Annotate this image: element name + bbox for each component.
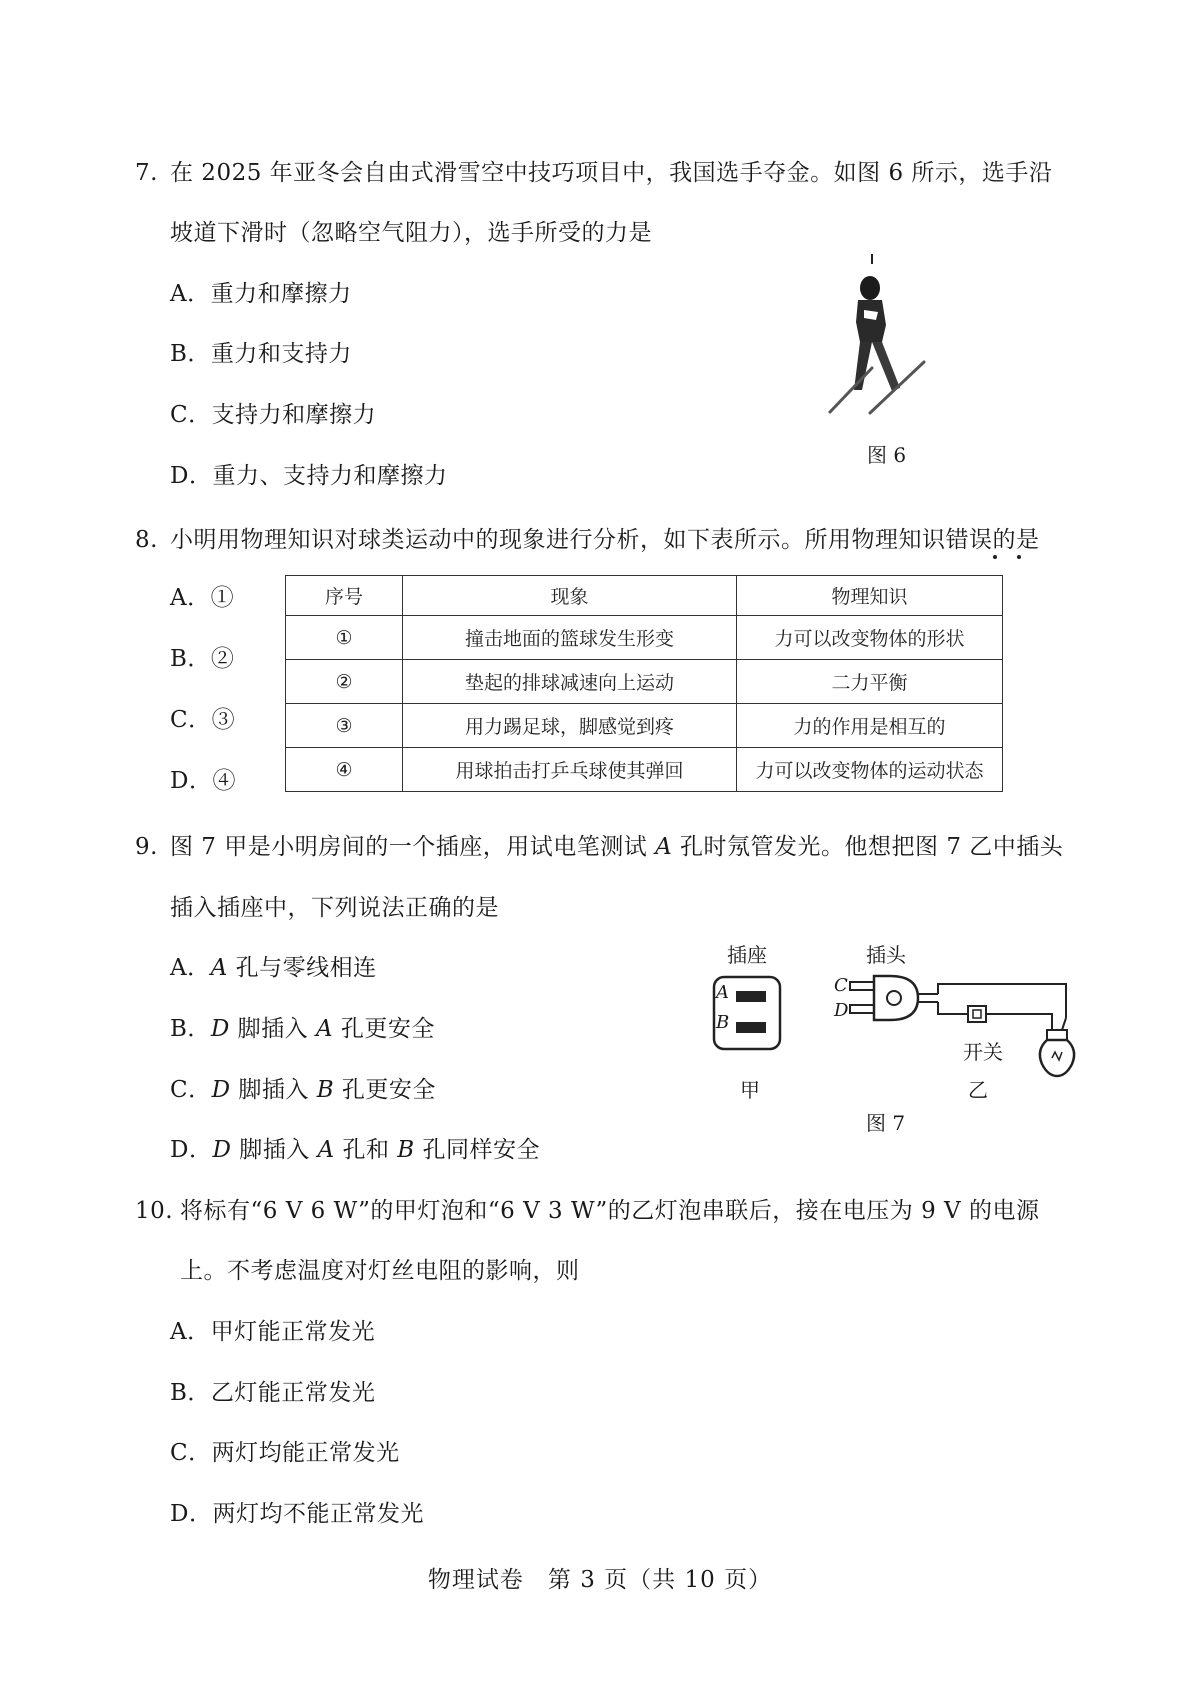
table-cell: ③ bbox=[286, 704, 403, 748]
table-cell: 力可以改变物体的运动状态 bbox=[737, 748, 1003, 792]
page-footer: 物理试卷 第 3 页（共 10 页） bbox=[427, 1567, 773, 1593]
table-cell: 力可以改变物体的形状 bbox=[737, 616, 1003, 660]
emphasis-dot bbox=[1017, 555, 1021, 559]
table-cell: ④ bbox=[286, 748, 403, 792]
table-row bbox=[286, 660, 1003, 704]
question-stem-line2: 坡道下滑时（忽略空气阻力），选手所受的力是 bbox=[170, 220, 652, 246]
pin-d-label: D bbox=[834, 1000, 849, 1021]
socket-label: 插座 bbox=[727, 943, 767, 967]
option-a[interactable]: A．① bbox=[170, 585, 235, 611]
option-c[interactable]: C．③ bbox=[170, 707, 236, 733]
option-a[interactable]: A．重力和摩擦力 bbox=[170, 281, 352, 307]
option-d[interactable]: D．④ bbox=[170, 768, 236, 794]
knowledge-table bbox=[285, 575, 1003, 792]
option-d[interactable]: D．D 脚插入 A 孔和 B 孔同样安全 bbox=[170, 1137, 540, 1163]
table-cell: 用力踢足球，脚感觉到疼 bbox=[403, 704, 737, 748]
table-row bbox=[286, 704, 1003, 748]
figure-caption: 图 6 bbox=[867, 443, 907, 467]
table-row bbox=[286, 748, 1003, 792]
question-number: 7. bbox=[135, 160, 158, 186]
option-b[interactable]: B．D 脚插入 A 孔更安全 bbox=[170, 1016, 435, 1042]
table-cell: 用球拍击打乒乓球使其弹回 bbox=[403, 748, 737, 792]
table-cell: ② bbox=[286, 660, 403, 704]
option-b[interactable]: B．② bbox=[170, 646, 235, 672]
switch-label: 开关 bbox=[963, 1040, 1003, 1064]
table-header: 物理知识 bbox=[737, 576, 1003, 616]
question-stem-line2: 插入插座中，下列说法正确的是 bbox=[170, 895, 499, 921]
question-stem-line1: 将标有“6 V 6 W”的甲灯泡和“6 V 3 W”的乙灯泡串联后，接在电压为 9 V 的电源 bbox=[180, 1198, 1040, 1224]
table-cell: 撞击地面的篮球发生形变 bbox=[403, 616, 737, 660]
pin-c-label: C bbox=[834, 975, 848, 996]
sub-caption-yi: 乙 bbox=[968, 1078, 988, 1102]
hole-b-label: B bbox=[716, 1012, 730, 1033]
question-number: 10. bbox=[135, 1198, 174, 1224]
option-a[interactable]: A．甲灯能正常发光 bbox=[170, 1319, 376, 1345]
table-header-row bbox=[286, 576, 1003, 616]
skier-icon bbox=[820, 250, 940, 420]
option-c[interactable]: C．D 脚插入 B 孔更安全 bbox=[170, 1077, 436, 1103]
option-d[interactable]: D．重力、支持力和摩擦力 bbox=[170, 463, 448, 489]
option-c[interactable]: C．两灯均能正常发光 bbox=[170, 1440, 400, 1466]
question-number: 8. bbox=[135, 527, 158, 553]
table-header: 序号 bbox=[286, 576, 403, 616]
option-a[interactable]: A．A 孔与零线相连 bbox=[170, 955, 377, 981]
table-cell: 二力平衡 bbox=[737, 660, 1003, 704]
option-b[interactable]: B．重力和支持力 bbox=[170, 341, 352, 367]
plug-label: 插头 bbox=[866, 943, 906, 967]
option-b[interactable]: B．乙灯能正常发光 bbox=[170, 1380, 376, 1406]
figure-caption: 图 7 bbox=[866, 1111, 906, 1135]
hole-a-label: A bbox=[716, 982, 729, 1003]
emphasis-dot bbox=[993, 555, 997, 559]
table-header: 现象 bbox=[403, 576, 737, 616]
question-stem-line1: 在 2025 年亚冬会自由式滑雪空中技巧项目中，我国选手夺金。如图 6 所示，选手沿 bbox=[170, 160, 1053, 186]
table-cell: ① bbox=[286, 616, 403, 660]
question-stem: 小明用物理知识对球类运动中的现象进行分析，如下表所示。所用物理知识错误的是 bbox=[170, 527, 1040, 553]
option-c[interactable]: C．支持力和摩擦力 bbox=[170, 402, 377, 428]
table-row bbox=[286, 616, 1003, 660]
option-d[interactable]: D．两灯均不能正常发光 bbox=[170, 1501, 424, 1527]
plug-circuit-icon bbox=[840, 968, 1080, 1088]
question-stem-line2: 上。不考虑温度对灯丝电阻的影响，则 bbox=[180, 1258, 580, 1284]
question-number: 9. bbox=[135, 834, 158, 860]
question-stem-line1: 图 7 甲是小明房间的一个插座，用试电笔测试 A 孔时氖管发光。他想把图 7 乙中插头 bbox=[170, 834, 1064, 860]
table-cell: 垫起的排球减速向上运动 bbox=[403, 660, 737, 704]
sub-caption-jia: 甲 bbox=[740, 1078, 760, 1102]
table-cell: 力的作用是相互的 bbox=[737, 704, 1003, 748]
